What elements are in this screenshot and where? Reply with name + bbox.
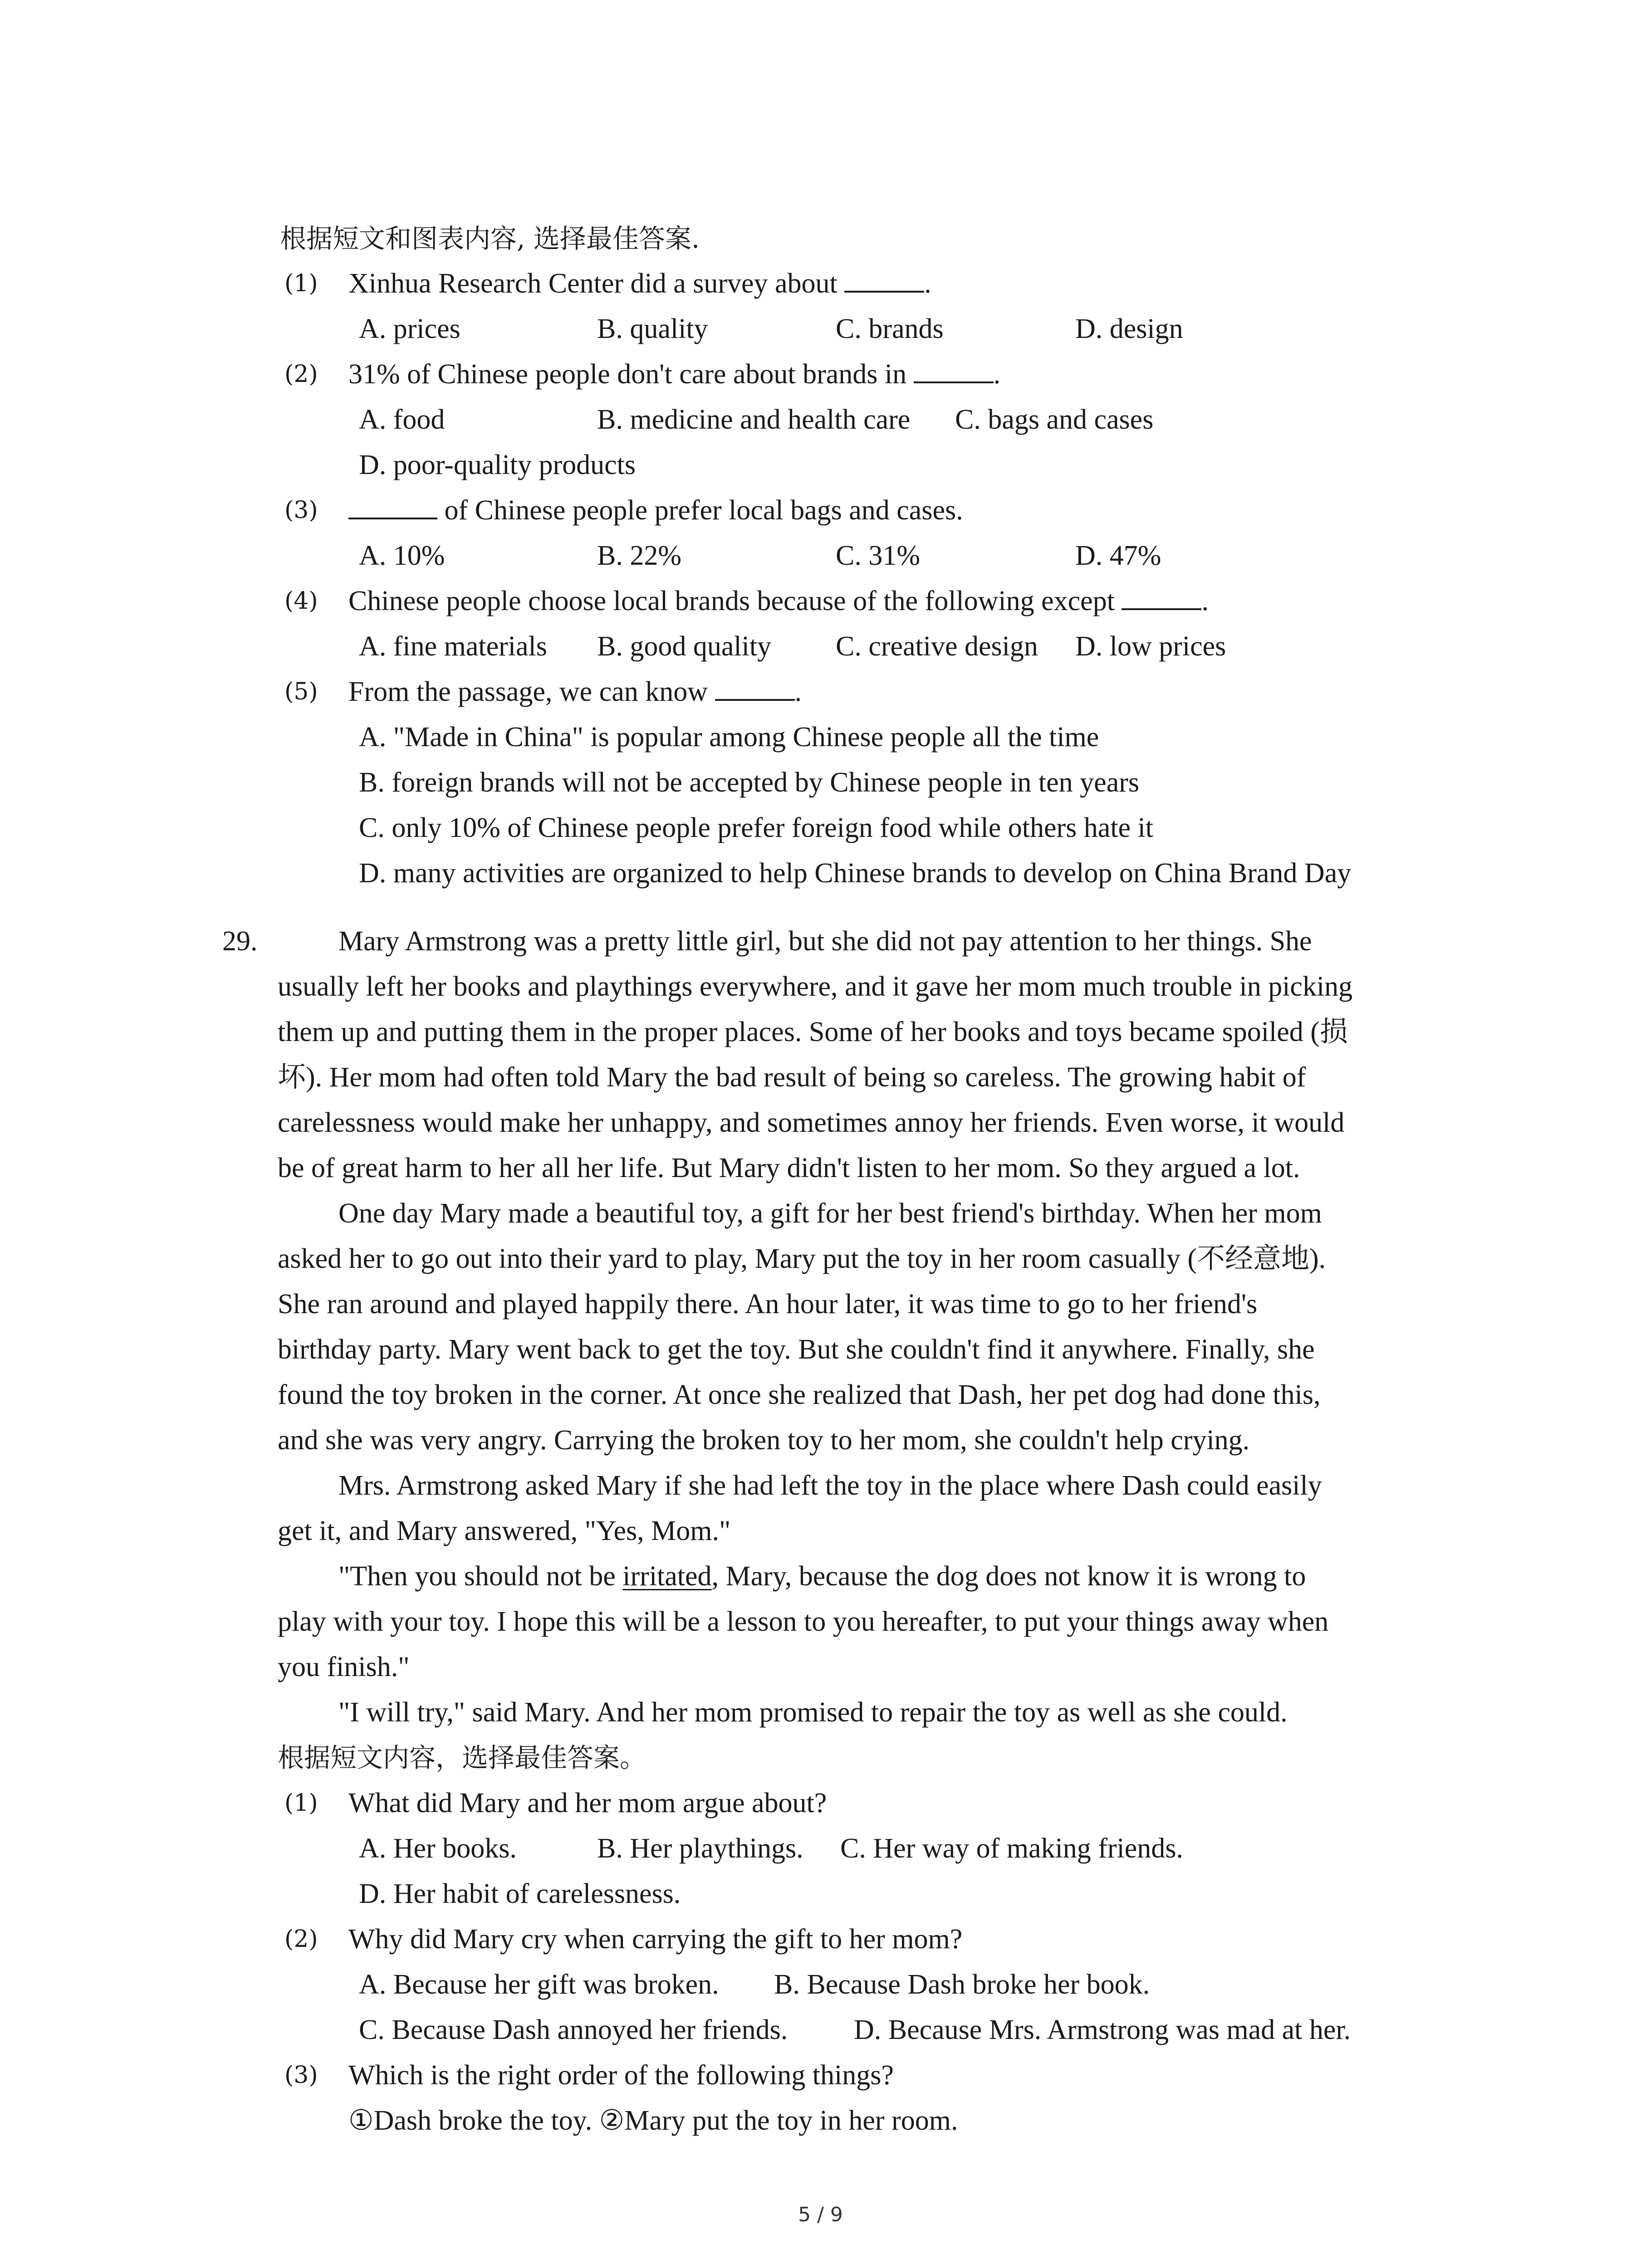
passage-line: them up and putting them in the proper places. Some of her books and toys became spoiled (损 (278, 1017, 1348, 1047)
question-number: (2) (284, 361, 318, 388)
option-a: A. food (359, 404, 445, 435)
question-text (348, 674, 802, 710)
option-a: A. 10% (359, 540, 445, 571)
passage-line: carelessness would make her unhappy, and sometimes annoy her friends. Even worse, it would (278, 1107, 1345, 1138)
passage-line: One day Mary made a beautiful toy, a gift for her best friend's birthday. When her mom (338, 1198, 1322, 1229)
option-a: A. Because her gift was broken. (359, 1969, 719, 2000)
section-instruction: 根据短文内容，选择最佳答案。 (278, 1742, 647, 1773)
question-text (348, 356, 1000, 392)
option-d: D. Her habit of carelessness. (359, 1878, 681, 1909)
passage-text: "Then you should not be (338, 1561, 623, 1592)
option-c: C. creative design (836, 631, 1038, 662)
option-d: D. poor-quality products (359, 450, 636, 480)
answer-blank (844, 265, 924, 293)
option-a: A. fine materials (359, 631, 547, 662)
passage-line: you finish." (278, 1652, 410, 1682)
option-d: D. low prices (1075, 631, 1226, 662)
option-c: C. bags and cases (955, 404, 1154, 435)
question-text (348, 492, 963, 528)
question-number: (1) (284, 270, 318, 297)
option-c: C. Because Dash annoyed her friends. (359, 2014, 788, 2045)
option-d: D. design (1075, 313, 1183, 344)
option-a: A. prices (359, 313, 460, 344)
question-end: . (993, 359, 1001, 390)
option-c: C. brands (836, 313, 944, 344)
passage-line: She ran around and played happily there. An hour later, it was time to go to her friend's (278, 1289, 1258, 1320)
answer-blank (715, 674, 795, 701)
passage-line: usually left her books and playthings everywhere, and it gave her mom much trouble in picking (278, 971, 1353, 1002)
question-number: (3) (284, 2062, 318, 2089)
option-b: B. Her playthings. (597, 1833, 803, 1864)
answer-blank (914, 356, 994, 383)
question-text: What did Mary and her mom argue about? (348, 1788, 827, 1818)
option-b: B. Because Dash broke her book. (774, 1969, 1150, 2000)
question-number: (5) (284, 678, 318, 705)
option-c: C. Her way of making friends. (840, 1833, 1183, 1864)
option-d: D. 47% (1075, 540, 1161, 571)
question-stem: Xinhua Research Center did a survey about (348, 268, 845, 299)
question-stem: Chinese people choose local brands because of the following except (348, 586, 1122, 616)
underlined-word: irritated (622, 1561, 712, 1592)
option-b: B. medicine and health care (597, 404, 911, 435)
question-end: . (794, 676, 802, 707)
passage-line: "I will try," said Mary. And her mom promised to repair the toy as well as she could. (338, 1697, 1288, 1728)
question-number: (2) (284, 1926, 318, 1953)
question-text (348, 583, 1209, 619)
passage-line: 坏). Her mom had often told Mary the bad result of being so careless. The growing habit of (278, 1062, 1306, 1093)
question-text: Why did Mary cry when carrying the gift to her mom? (348, 1924, 963, 1955)
option-b: B. foreign brands will not be accepted by Chinese people in ten years (359, 767, 1139, 798)
ordering-items: ①Dash broke the toy. ②Mary put the toy in her room. (348, 2105, 958, 2136)
question-stem: From the passage, we can know (348, 676, 715, 707)
option-b: B. quality (597, 313, 708, 344)
option-d: D. many activities are organized to help Chinese brands to develop on China Brand Day (359, 858, 1352, 889)
page-number: 5 / 9 (798, 2203, 843, 2226)
option-c: C. only 10% of Chinese people prefer foreign food while others hate it (359, 812, 1154, 843)
passage-line: and she was very angry. Carrying the broken toy to her mom, she couldn't help crying. (278, 1425, 1250, 1456)
question-number: (1) (284, 1789, 318, 1817)
passage-line (338, 1558, 1306, 1594)
passage-line: play with your toy. I hope this will be a lesson to you hereafter, to put your things away when (278, 1606, 1329, 1637)
passage-line: Mrs. Armstrong asked Mary if she had left the toy in the place where Dash could easily (338, 1470, 1322, 1501)
passage-line: found the toy broken in the corner. At once she realized that Dash, her pet dog had done this, (278, 1379, 1321, 1410)
option-c: C. 31% (836, 540, 920, 571)
passage-line: be of great harm to her all her life. But Mary didn't listen to her mom. So they argued a lot. (278, 1153, 1300, 1183)
option-d: D. Because Mrs. Armstrong was mad at her. (854, 2014, 1351, 2045)
passage-line: birthday party. Mary went back to get the toy. But she couldn't find it anywhere. Finally, she (278, 1334, 1315, 1365)
question-stem: of Chinese people prefer local bags and cases. (437, 495, 963, 526)
question-end: . (924, 268, 931, 299)
question-text (348, 265, 931, 302)
question-29-number: 29. (222, 926, 258, 957)
option-b: B. 22% (597, 540, 681, 571)
option-b: B. good quality (597, 631, 772, 662)
question-stem: 31% of Chinese people don't care about brands in (348, 359, 914, 390)
option-a: A. Her books. (359, 1833, 517, 1864)
passage-line: get it, and Mary answered, "Yes, Mom." (278, 1515, 731, 1546)
passage-line: asked her to go out into their yard to play, Mary put the toy in her room casually (不经意地). (278, 1243, 1326, 1274)
question-end: . (1201, 586, 1209, 616)
answer-blank (348, 492, 437, 519)
question-number: (3) (284, 497, 318, 524)
passage-text: , Mary, because the dog does not know it is wrong to (711, 1561, 1306, 1592)
answer-blank (1122, 583, 1201, 610)
question-text: Which is the right order of the following things? (348, 2060, 894, 2091)
section-instruction: 根据短文和图表内容, 选择最佳答案. (280, 223, 700, 254)
question-number: (4) (284, 587, 318, 615)
passage-line: Mary Armstrong was a pretty little girl, but she did not pay attention to her things. She (338, 926, 1312, 957)
option-a: A. "Made in China" is popular among Chinese people all the time (359, 722, 1099, 753)
